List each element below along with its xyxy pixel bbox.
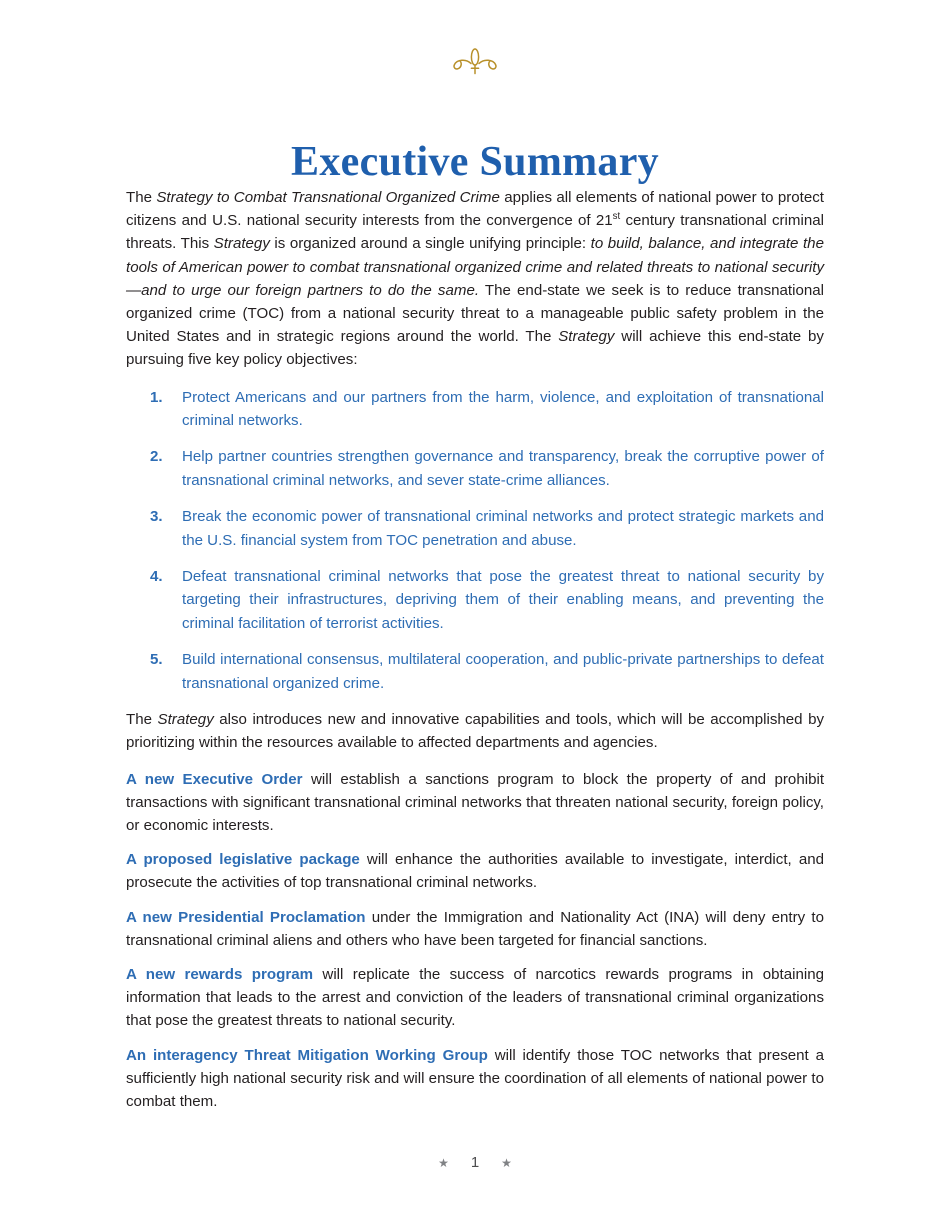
initiative-text: will establish a sanctions program to block the property of and prohibit transactions with significant transnational criminal networks that threaten national security, foreign policy, or economic interests. (126, 770, 825, 834)
list-item-label: Build international consensus, multilateral cooperation, and public-private partnerships to defeat transnational organized crime. (182, 651, 824, 692)
initiative-paragraph (126, 768, 824, 838)
initiative-lead-in: A new rewards program (126, 965, 314, 983)
list-item (126, 445, 824, 492)
intro-text-f: will achieve this end-state by pursuing five key policy objectives: (126, 328, 824, 369)
list-item-number: 1. (150, 388, 163, 406)
ordinal-suffix: st (612, 211, 621, 223)
policy-objectives-list (126, 386, 824, 695)
initiative-lead-in: A proposed legislative package (126, 851, 360, 869)
list-item-number: 5. (150, 651, 163, 669)
strategy-title-2: Strategy (213, 235, 270, 253)
bridge-text-b: also introduces new and innovative capabilities and tools, which will be accomplished by prioritizing within the resources available to affected departments and agencies. (126, 711, 825, 752)
strategy-title-1: Strategy to Combat Transnational Organized Crime (156, 189, 500, 206)
initiative-lead-in: A new Presidential Proclamation (126, 908, 366, 926)
list-item-number: 2. (150, 448, 163, 466)
list-item-number: 3. (150, 508, 163, 526)
initiative-text: will enhance the authorities available to investigate, interdict, and prosecute the activities of top transnational criminal networks. (126, 851, 825, 892)
initiative-paragraph (126, 963, 824, 1033)
intro-text-a: The (126, 189, 157, 206)
strategy-title-4: Strategy (157, 711, 214, 729)
page-footer (0, 1152, 950, 1173)
initiatives-section (126, 768, 824, 1114)
intro-text-c: century transnational criminal threats. This (126, 212, 824, 253)
initiative-text: under the Immigration and Nationality Act (INA) will deny entry to transnational criminal aliens and others who have been targeted for financial sanctions. (126, 908, 824, 949)
initiative-text: will replicate the success of narcotics rewards programs in obtaining information that leads to the arrest and conviction of the leaders of transnational criminal organizations that pose the greatest threats to national security. (126, 965, 825, 1030)
bridge-text-a: The (126, 711, 158, 729)
list-item-label: Protect Americans and our partners from the harm, violence, and exploitation of transnational criminal networks. (182, 388, 824, 430)
initiative-lead-in: An interagency Threat Mitigation Working Group (126, 1046, 488, 1064)
strategy-title-3: Strategy (558, 328, 615, 346)
fleuron-ornament (0, 46, 950, 80)
star-left-icon: ★ (438, 1156, 449, 1171)
list-item-number: 4. (150, 568, 163, 586)
intro-text-d: is organized around a single unifying principle: (269, 235, 591, 253)
list-item (126, 565, 824, 635)
initiative-paragraph (126, 1044, 824, 1114)
star-right-icon: ★ (501, 1156, 512, 1171)
initiative-text: will identify those TOC networks that present a sufficiently high national security risk and will ensure the coordination of all elements of national power to combat them. (126, 1046, 824, 1110)
initiative-paragraph (126, 848, 824, 894)
page-number: 1 (470, 1154, 480, 1172)
list-item (126, 386, 824, 433)
intro-text-e: The end-state we seek is to reduce transnational organized crime (TOC) from a national security threat to a manageable public safety problem in the United States and in strategic regions around the world. The (126, 281, 824, 346)
list-item-label: Break the economic power of transnational criminal networks and protect strategic markets and the U.S. financial system from TOC penetration and abuse. (182, 508, 824, 549)
list-item (126, 648, 824, 695)
intro-paragraph (126, 186, 824, 372)
unifying-principle: to build, balance, and integrate the tools of American power to combat transnational organized crime and related threats to national security—and to urge our foreign partners to do the same. (126, 235, 824, 299)
intro-text-b: applies all elements of national power to protect citizens and U.S. national security interests from the convergence of 21 (126, 189, 825, 230)
initiative-paragraph (126, 906, 824, 952)
bridge-paragraph (126, 708, 824, 754)
list-item-label: Help partner countries strengthen governance and transparency, break the corruptive power of transnational criminal networks, and sever state-crime alliances. (182, 448, 824, 489)
initiative-lead-in: A new Executive Order (126, 770, 303, 788)
list-item-label: Defeat transnational criminal networks that pose the greatest threat to national security by targeting their infrastructures, depriving them of their enabling means, and preventing the criminal facilitation of terrorist activities. (182, 568, 824, 632)
page-title: Executive Summary (291, 139, 659, 186)
list-item (126, 505, 824, 552)
document-body (126, 186, 824, 1113)
